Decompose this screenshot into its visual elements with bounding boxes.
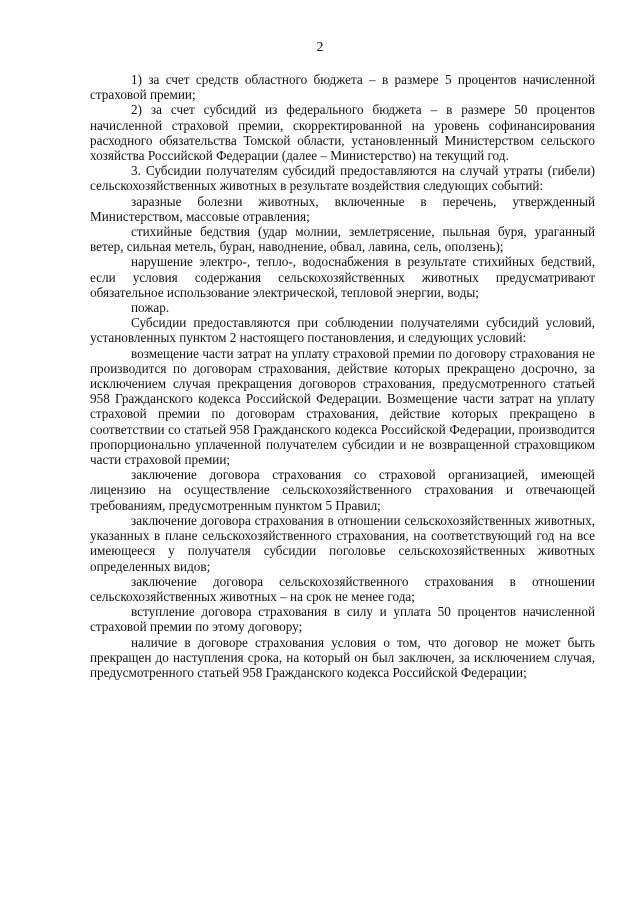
paragraph-contract-condition: наличие в договоре страхования условия о том, что договор не может быть прекращен до наступления срока, на который он был заключен, за исключением случая, предусмотренного статьей 958 Гражданского кодекса Российской Федерации; xyxy=(90,634,595,680)
paragraph-cost-reimbursement: возмещение части затрат на уплату страховой премии по договору страхования не производится по договорам страхования, действие которых прекращено досрочно, за исключением случая прекращения договоров страхования, предусмотренного статьей 958 Гражданского кодекса Российской Федерации. Возмещение части затрат на уплату страховой премии по договорам страхования, действие которых прекращено в соответствии со статьей 958 Гражданского кодекса Российской Федерации, производится пропорционально уплаченной получателем субсидии и не возвращенной страховщиком части страховой премии; xyxy=(90,345,595,468)
paragraph-insurance-plan: заключение договора страхования в отношении сельскохозяйственных животных, указанных в плане сельскохозяйственного страхования, на соответствующий год на все имеющееся у получателя субсидии поголовье сельскохозяйственных животных определенных видов; xyxy=(90,512,595,574)
paragraph-fire: пожар. xyxy=(131,300,170,316)
paragraph-insurance-license: заключение договора страхования со страховой организацией, имеющей лицензию на осуществление сельскохозяйственного страхования и отвечающей требованиям, предусмотренным пунктом 5 Правил; xyxy=(90,467,595,513)
paragraph-contagious-diseases: заразные болезни животных, включенные в перечень, утвержденный Министерством, массовые отравления; xyxy=(90,193,595,224)
paragraph-subsidy-conditions: Субсидии предоставляются при соблюдении получателями субсидий условий, установленных пунктом 2 настоящего постановления, и следующих условий: xyxy=(90,315,595,346)
paragraph-utility-disruption: нарушение электро-, тепло-, водоснабжения в результате стихийных бедствий, если условия содержания сельскохозяйственных животных предусматривают обязательное использование электрической, тепловой энергии, воды; xyxy=(90,254,595,300)
paragraph-federal-budget: 2) за счет субсидий из федерального бюджета – в размере 50 процентов начисленной страховой премии, скорректированной на уровень софинансирования расходного обязательства Томской области, установленный Министерством сельского хозяйства Российской Федерации (далее – Министерство) на текущий год. xyxy=(90,102,595,164)
paragraph-contract-term: заключение договора сельскохозяйственного страхования в отношении сельскохозяйственных животных – на срок не менее года; xyxy=(90,573,595,604)
document-body xyxy=(90,72,595,680)
page-number: 2 xyxy=(316,40,324,55)
paragraph-contract-entry: вступление договора страхования в силу и уплата 50 процентов начисленной страховой премии по этому договору; xyxy=(90,604,595,635)
paragraph-subsidy-events: 3. Субсидии получателям субсидий предоставляются на случай утраты (гибели) сельскохозяйственных животных в результате воздействия следующих событий: xyxy=(90,163,595,194)
paragraph-regional-budget: 1) за счет средств областного бюджета – в размере 5 процентов начисленной страховой премии; xyxy=(90,72,595,103)
paragraph-natural-disasters: стихийные бедствия (удар молнии, землетрясение, пыльная буря, ураганный ветер, сильная метель, буран, наводнение, обвал, лавина, сель, оползень); xyxy=(90,224,595,255)
